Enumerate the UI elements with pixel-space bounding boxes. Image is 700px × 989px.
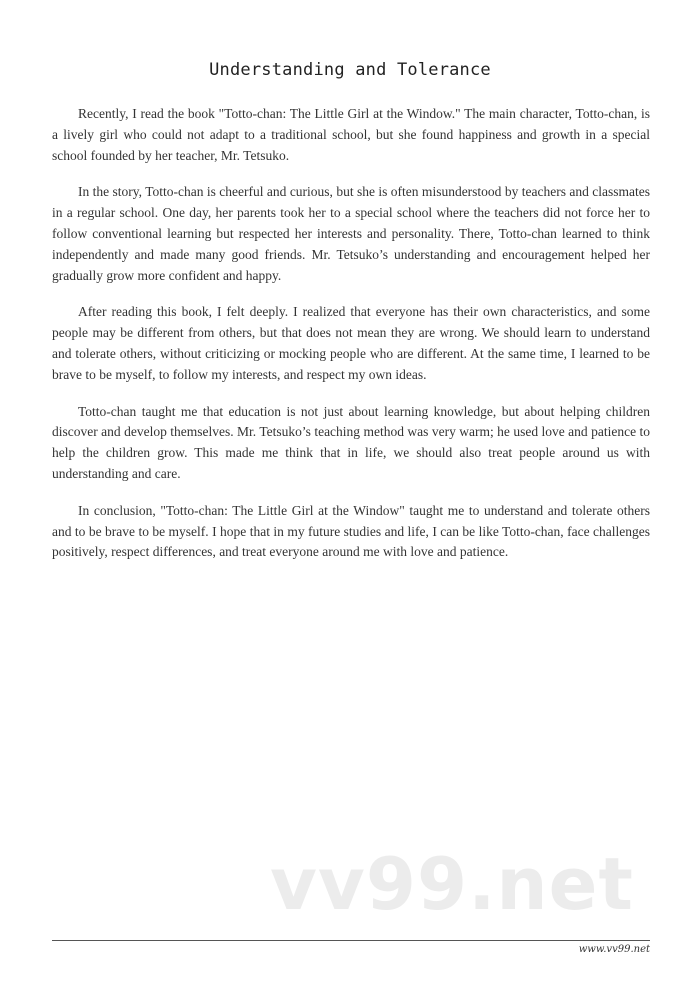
document-body xyxy=(52,104,650,579)
footer-divider xyxy=(52,940,650,941)
paragraph-1: Recently, I read the book "Totto-chan: The Little Girl at the Window." The main character, Totto-chan, is a lively girl who could not adapt to a traditional school, but she found happiness and growth in a special school founded by her teacher, Mr. Tetsuko. xyxy=(52,106,650,163)
document-title: Understanding and Tolerance xyxy=(209,60,491,80)
paragraph-4: Totto-chan taught me that education is not just about learning knowledge, but about helping children discover and develop themselves. Mr. Tetsuko’s teaching method was very warm; he used love and patience to help the children grow. This made me think that in life, we should also treat people around us with understanding and care. xyxy=(52,403,650,481)
paragraph-2: In the story, Totto-chan is cheerful and curious, but she is often misunderstood by teachers and classmates in a regular school. One day, her parents took her to a special school where the teachers did not force her to follow conventional learning but respected her interests and personality. There, Totto-chan learned to think independently and made many good friends. Mr. Tetsuko’s understanding and encouragement helped her gradually grow more confident and happy. xyxy=(52,184,650,283)
watermark: vv99.net xyxy=(270,842,634,926)
paragraph-5: In conclusion, "Totto-chan: The Little Girl at the Window" taught me to understand and tolerate others and to be brave to be myself. I hope that in my future studies and life, I can be like Totto-chan, face challenges positively, respect differences, and treat everyone around me with love and patience. xyxy=(52,502,650,560)
footer-url: www.vv99.net xyxy=(578,944,650,955)
paragraph-3: After reading this book, I felt deeply. I realized that everyone has their own characteristics, and some people may be different from others, but that does not mean they are wrong. We should learn to understand and tolerate others, without criticizing or mocking people who are different. At the same time, I learned to be brave to be myself, to follow my interests, and respect my own ideas. xyxy=(52,304,650,382)
